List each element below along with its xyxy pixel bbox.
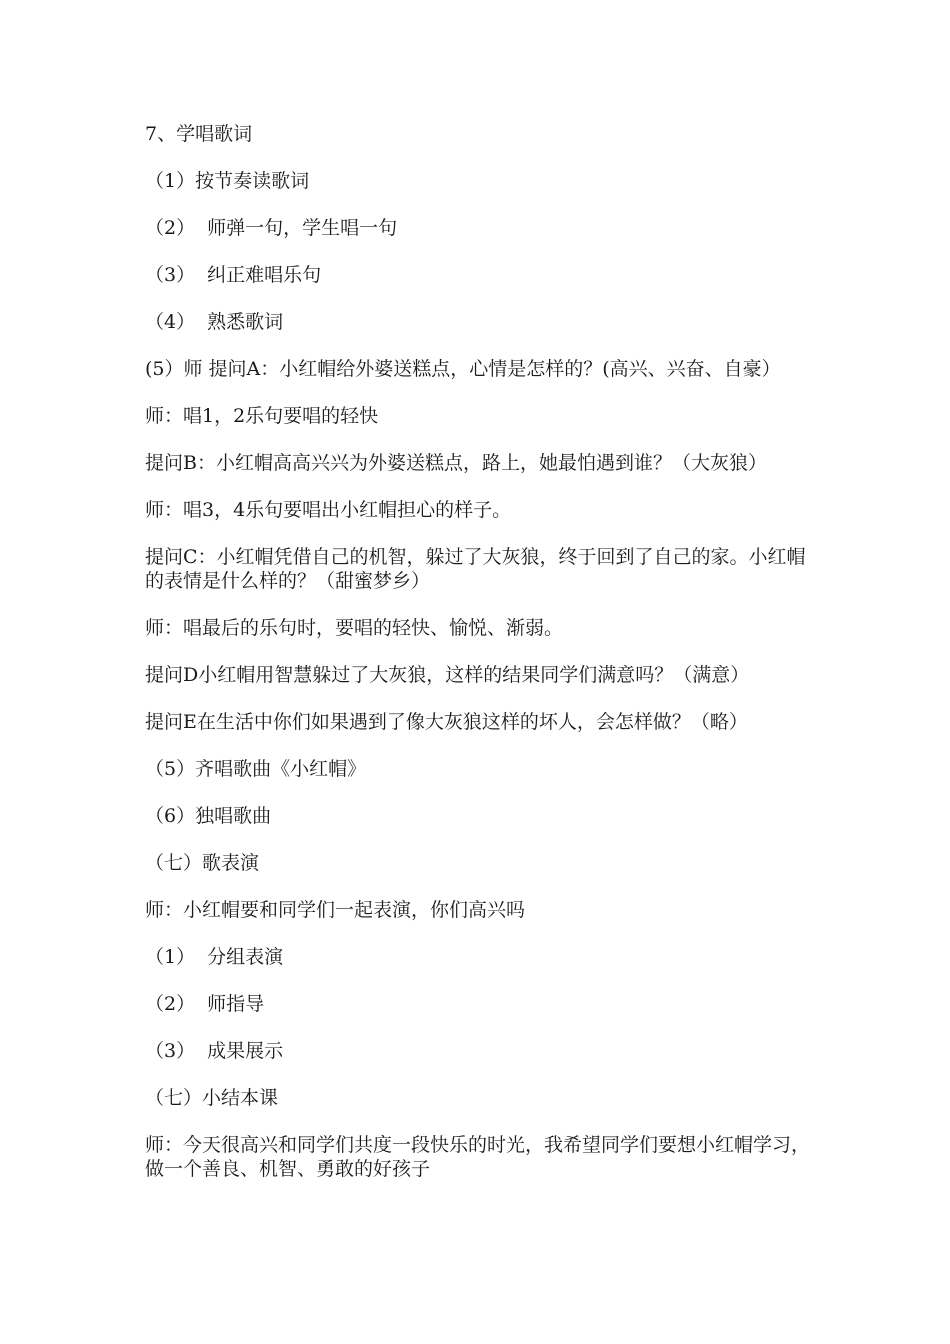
step-show-results: （3） 成果展示 bbox=[145, 1040, 284, 1062]
step-teacher-guide: （2） 师指导 bbox=[145, 993, 265, 1015]
section-performance: （七）歌表演 bbox=[145, 852, 260, 874]
step-read-rhythm: （1）按节奏读歌词 bbox=[145, 170, 310, 192]
document-body bbox=[145, 122, 815, 1204]
teacher-note-1: 师：唱1，2乐句要唱的轻快 bbox=[145, 405, 379, 427]
teacher-closing: 师：今天很高兴和同学们共度一段快乐的时光，我希望同学们要想小红帽学习，做一个善良、机智、勇敢的好孩子 bbox=[145, 1134, 811, 1180]
step-group-perform: （1） 分组表演 bbox=[145, 946, 284, 968]
teacher-note-3: 师：唱最后的乐句时，要唱的轻快、愉悦、渐弱。 bbox=[145, 617, 564, 639]
step-familiarize: （4） 熟悉歌词 bbox=[145, 311, 284, 333]
section-summary: （七）小结本课 bbox=[145, 1087, 279, 1109]
question-d: 提问D小红帽用智慧躲过了大灰狼，这样的结果同学们满意吗？（满意） bbox=[145, 664, 750, 686]
question-c: 提问C：小红帽凭借自己的机智，躲过了大灰狼，终于回到了自己的家。小红帽的表情是什么样的？（甜蜜梦乡） bbox=[145, 546, 806, 592]
teacher-note-4: 师：小红帽要和同学们一起表演，你们高兴吗 bbox=[145, 899, 526, 921]
question-e: 提问E在生活中你们如果遇到了像大灰狼这样的坏人，会怎样做？（略） bbox=[145, 711, 748, 733]
step-correct-phrases: （3） 纠正难唱乐句 bbox=[145, 264, 322, 286]
step-solo: （6）独唱歌曲 bbox=[145, 805, 272, 827]
step-teacher-plays: （2） 师弹一句，学生唱一句 bbox=[145, 217, 398, 239]
question-a: (5）师 提问A：小红帽给外婆送糕点，心情是怎样的？(高兴、兴奋、自豪） bbox=[145, 358, 781, 380]
heading-learn-lyrics: 7、学唱歌词 bbox=[145, 123, 253, 145]
step-sing-together: （5）齐唱歌曲《小红帽》 bbox=[145, 758, 367, 780]
teacher-note-2: 师：唱3，4乐句要唱出小红帽担心的样子。 bbox=[145, 499, 512, 521]
question-b: 提问B：小红帽高高兴兴为外婆送糕点，路上，她最怕遇到谁？（大灰狼） bbox=[145, 452, 767, 474]
